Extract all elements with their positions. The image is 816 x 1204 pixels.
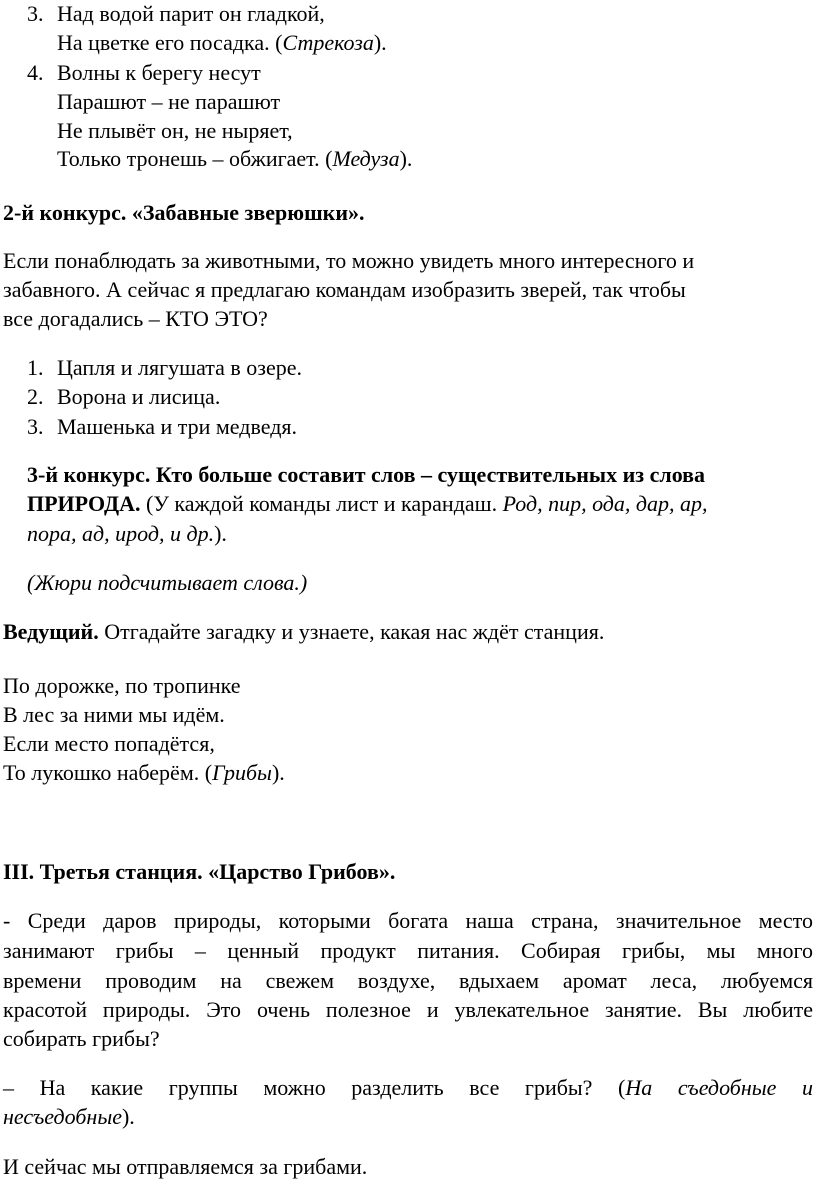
paragraph-line: забавного. А сейчас я предлагаю командам изобразить зверей, так чтобы [3, 277, 686, 302]
example-words: пора, ад, ирод, и др. [27, 521, 215, 546]
riddle-line: Если место попадётся, [3, 731, 215, 756]
question-answer: На съедобные и [625, 1075, 813, 1100]
section-heading: 3-й конкурс. Кто больше составит слов – существительных из слова [27, 462, 706, 487]
list-item: Ворона и лисица. [57, 384, 221, 409]
list-number: 3. [27, 414, 44, 439]
list-number: 4. [27, 60, 44, 85]
list-item: Машенька и три медведя. [57, 414, 298, 439]
riddle-line: Не плывёт он, не ныряет, [57, 118, 293, 143]
riddle-line: Над водой парит он гладкой, [57, 1, 325, 26]
list-number: 2. [27, 384, 44, 409]
host-line [3, 618, 604, 646]
keyword: ПРИРОДА. [27, 491, 141, 516]
section-heading-line [27, 490, 708, 518]
jury-note: (Жюри подсчитывает слова.) [27, 570, 308, 595]
section-heading: 2-й конкурс. «Забавные зверюшки». [3, 200, 365, 225]
paragraph-line: И сейчас мы отправляемся за грибами. [3, 1154, 368, 1179]
riddle-line: В лес за ними мы идём. [3, 702, 225, 727]
paragraph-line: красотой природы. Это очень полезное и увлекательное занятие. Вы любите [3, 997, 813, 1022]
riddle-text: ). [271, 760, 285, 785]
paragraph-line: - Среди даров природы, которыми богата наша страна, значительное место [3, 908, 813, 933]
question-text: ). [121, 1104, 135, 1129]
riddle-answer: Стрекоза [282, 30, 374, 55]
riddle-answer: Медуза [332, 146, 400, 171]
paragraph-line: времени проводим на свежем воздухе, вдыхаем аромат леса, любуемся [3, 968, 813, 993]
example-words-line [27, 520, 227, 548]
riddle-line: Парашют – не парашют [57, 89, 281, 114]
heading-text: (У каждой команды лист и карандаш. [140, 491, 503, 516]
example-words: Род, пир, ода, дар, ар, [502, 491, 708, 516]
paragraph-line: все догадались – КТО ЭТО? [3, 306, 268, 331]
question-text: – На какие группы можно разделить все грибы? ( [3, 1075, 626, 1100]
riddle-answer: Грибы [212, 760, 272, 785]
riddle-text: Только тронешь – обжигает. ( [57, 146, 333, 171]
riddle-line: Волны к берегу несут [57, 60, 261, 85]
question-line [3, 1074, 813, 1102]
riddle-text: ). [399, 146, 413, 171]
riddle-text: То лукошко наберём. ( [3, 760, 213, 785]
list-number: 3. [27, 1, 44, 26]
riddle-line: По дорожке, по тропинке [3, 673, 241, 698]
riddle-text: На цветке его посадка. ( [57, 30, 283, 55]
riddle-line [3, 759, 285, 787]
riddle-text: ). [373, 30, 387, 55]
question-line [3, 1103, 135, 1131]
paragraph-line: Если понаблюдать за животными, то можно увидеть много интересного и [3, 248, 695, 273]
question-answer: несъедобные [3, 1104, 122, 1129]
paragraph-text: ). [214, 521, 227, 546]
host-text: Отгадайте загадку и узнаете, какая нас ждёт станция. [98, 619, 605, 644]
paragraph-line: собирать грибы? [3, 1026, 160, 1051]
section-heading: III. Третья станция. «Царство Грибов». [3, 859, 396, 884]
list-number: 1. [27, 355, 44, 380]
list-item: Цапля и лягушата в озере. [57, 355, 303, 380]
host-label: Ведущий. [3, 619, 99, 644]
riddle-line [57, 145, 412, 173]
riddle-line [57, 29, 387, 57]
paragraph-line: занимают грибы – ценный продукт питания. Собирая грибы, мы много [3, 938, 813, 963]
